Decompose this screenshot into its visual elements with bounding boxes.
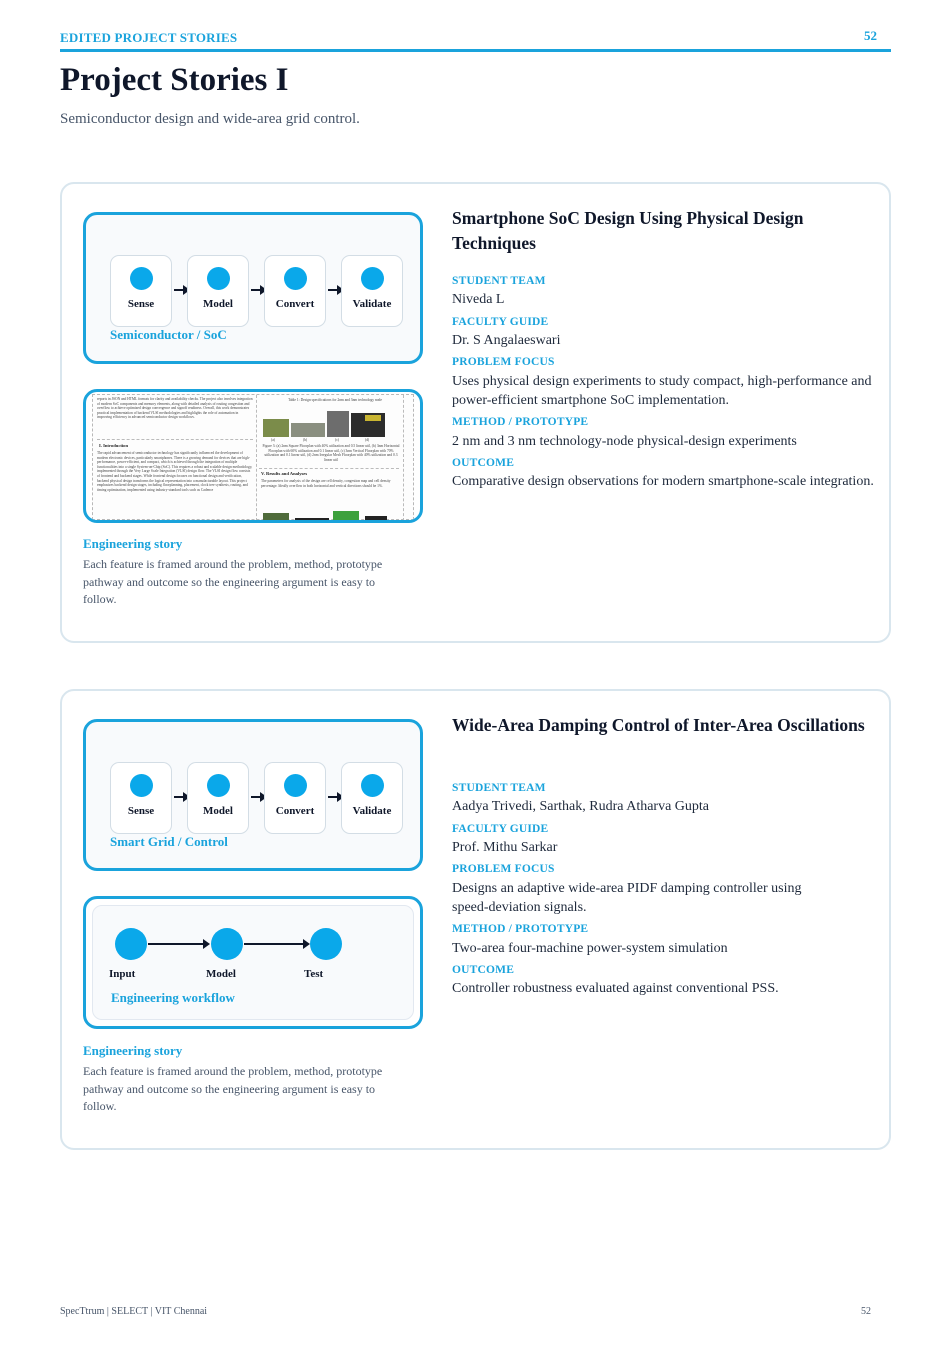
concept-flow-diagram [83, 719, 423, 871]
paper-column-divider [256, 395, 257, 521]
flow-step [187, 762, 249, 834]
figure-letter: (c) [335, 438, 339, 442]
field-label: METHOD / PROTOTYPE [452, 923, 589, 935]
story-title: Engineering story [83, 1043, 183, 1058]
step-node-icon [207, 267, 230, 290]
story-body: Each feature is framed around the problem, method, prototype pathway and outcome so the engineering argument is easy to follow. [83, 557, 383, 606]
field-label: PROBLEM FOCUS [452, 863, 555, 875]
step-node-icon [361, 774, 384, 797]
field-label: OUTCOME [452, 457, 515, 469]
domain-label: Smart Grid / Control [110, 834, 228, 849]
field-label: METHOD / PROTOTYPE [452, 416, 589, 428]
figure-letter: (d) [365, 438, 370, 442]
workflow-panel [92, 905, 414, 1020]
flow-arrow-icon [328, 289, 342, 291]
step-node-icon [130, 267, 153, 290]
paper-intro-text: The rapid advancement of semiconductor technology has significantly influenced the development of modern electronic devices, particularly smartphones. There is a growing demand for devices that are high-performance, power-efficient, and compact, which is achieved through the integration of multiple functionalities into a single System-on-Chip (SoC). This requires a robust and scalable design methodology, implemented through the Very Large Scale Integration (VLSI) design flow. The VLSI design flow consists of frontend and backend stages. While frontend design focuses on functional design and verification, backend physical design transforms the logical representation into a manufacturable layout. This project emphasizes backend design stages, including floorplanning, placement, clock tree synthesis, routing, and timing optimization, implemented using industry-standard tools such as Cadence [97, 451, 253, 492]
flow-arrow-icon [251, 796, 265, 798]
paper-figure-caption: Figure 3: (a) 2nm Square Floorplan with 40% utilization and 0.5 linear util, (b) 3nm Horizontal Floorplan with 60% utilization and 0.1 linear util, (c) 3nm Vertical Floorplan with 70% utilization and 0.1 linear util, (d) 2nm Irregular Mesh Floorplan with 40% utilization and 0.3 linear util [262, 444, 400, 462]
flow-step-label: Validate [352, 298, 392, 310]
field-value-faculty-guide: Dr. S Angalaeswari [452, 333, 561, 348]
figure-letter: (a) [271, 438, 275, 442]
field-value-outcome: Controller robustness evaluated against conventional PSS. [452, 981, 779, 996]
paper-page [92, 394, 414, 520]
flow-step-label: Validate [352, 805, 392, 817]
step-node-icon [284, 774, 307, 797]
figure-panel [295, 518, 329, 521]
step-node-icon [130, 774, 153, 797]
flow-step-label: Sense [127, 298, 155, 310]
paper-figure-letters [261, 438, 389, 443]
workflow-step-label: Test [304, 968, 324, 980]
domain-label: Semiconductor / SoC [110, 327, 227, 342]
workflow-node-icon [310, 928, 342, 960]
step-node-icon [207, 774, 230, 797]
paper-intro-heading: I. Introduction [99, 443, 129, 448]
project-title: Smartphone SoC Design Using Physical Design Techniques [452, 208, 804, 253]
flow-arrow-icon [328, 796, 342, 798]
flow-step-label: Model [203, 805, 233, 817]
flow-step [341, 762, 403, 834]
workflow-caption: Engineering workflow [111, 990, 235, 1005]
page-subtitle: Semiconductor design and wide-area grid control. [60, 111, 360, 127]
flow-step [341, 255, 403, 327]
workflow-arrow-icon [148, 943, 208, 945]
field-value-problem-focus: Designs an adaptive wide-area PIDF damping controller using speed-deviation signals. [452, 881, 802, 915]
flow-step-label: Model [203, 298, 233, 310]
story-title: Engineering story [83, 536, 183, 551]
workflow-step-label: Model [206, 968, 236, 980]
field-value-problem-focus: Uses physical design experiments to study compact, high-performance and power-efficient smartphone SoC implementation. [452, 374, 872, 408]
paper-results-heading: V. Results and Analyses [261, 471, 308, 476]
figure-panel [365, 516, 387, 521]
flow-step-label: Convert [275, 298, 315, 310]
flow-step [110, 762, 172, 834]
paper-divider [97, 439, 253, 440]
paper-table-caption: Table 1: Design specifications for 2nm and 3nm technology node [288, 398, 382, 402]
field-value-method: 2 nm and 3 nm technology-node physical-design experiments [452, 434, 797, 449]
flow-arrow-icon [174, 289, 188, 291]
field-label: STUDENT TEAM [452, 782, 546, 794]
footer-page-number: 52 [861, 1306, 871, 1317]
paper-abstract-text: reports in JSON and HTML formats for clarity and availability checks. The project also involves integration of modern SoC components and memory elements, along with detailed analysis of routing congestion and overflow to achieve optimized design convergence and signoff readiness. Overall, this work demonstrates practical implementation of backend VLSI methodologies and highlights the role of automation in improving efficiency in advanced semiconductor design workflows. [97, 397, 253, 420]
figure-panel [365, 415, 381, 421]
workflow-arrow-icon [244, 943, 308, 945]
figure-panel [333, 511, 359, 521]
paper-excerpt-image [83, 389, 423, 523]
workflow-step-label: Input [109, 968, 136, 980]
project-card-soc [60, 182, 891, 643]
workflow-node-icon [115, 928, 147, 960]
step-node-icon [361, 267, 384, 290]
flow-step [110, 255, 172, 327]
flow-step [264, 255, 326, 327]
field-label: PROBLEM FOCUS [452, 356, 555, 368]
field-label: FACULTY GUIDE [452, 823, 549, 835]
paper-results-figures [261, 507, 389, 521]
figure-panel [291, 423, 325, 437]
figure-letter: (b) [303, 438, 308, 442]
field-label: STUDENT TEAM [452, 275, 546, 287]
paper-results-text: The parameters for analysis of the design are cell density, congestion map and cell density percentage. Ideally overflow in both horizontal and vertical directions should be 1%. [261, 479, 391, 488]
engineering-workflow-diagram [83, 896, 423, 1029]
footer-publication: SpecTtrum | SELECT | VIT Chennai [60, 1306, 208, 1317]
flow-arrow-icon [174, 796, 188, 798]
field-label: OUTCOME [452, 964, 515, 976]
paper-figure [261, 407, 389, 437]
figure-panel [263, 513, 289, 521]
flow-step [187, 255, 249, 327]
section-label: EDITED PROJECT STORIES [60, 30, 238, 45]
flow-step-label: Convert [275, 805, 315, 817]
field-value-method: Two-area four-machine power-system simulation [452, 941, 728, 956]
project-title: Wide-Area Damping Control of Inter-Area Oscillations [452, 715, 865, 735]
flow-arrow-icon [251, 289, 265, 291]
flow-step [264, 762, 326, 834]
page-title: Project Stories I [60, 62, 289, 98]
header-page-number: 52 [864, 28, 877, 43]
paper-margin-line [403, 395, 404, 521]
workflow-node-icon [211, 928, 243, 960]
field-label: FACULTY GUIDE [452, 316, 549, 328]
field-value-outcome: Comparative design observations for modern smartphone-scale integration. [452, 474, 874, 489]
running-header [60, 30, 891, 52]
concept-flow-diagram [83, 212, 423, 364]
story-body: Each feature is framed around the problem, method, prototype pathway and outcome so the engineering argument is easy to follow. [83, 1064, 383, 1113]
figure-panel [263, 419, 289, 437]
paper-divider [259, 468, 399, 469]
flow-step-label: Sense [127, 805, 155, 817]
figure-panel [327, 411, 349, 437]
field-value-student-team: Niveda L [452, 292, 505, 307]
field-value-faculty-guide: Prof. Mithu Sarkar [452, 840, 558, 855]
field-value-student-team: Aadya Trivedi, Sarthak, Rudra Atharva Gupta [452, 799, 710, 814]
project-card-grid [60, 689, 891, 1150]
step-node-icon [284, 267, 307, 290]
